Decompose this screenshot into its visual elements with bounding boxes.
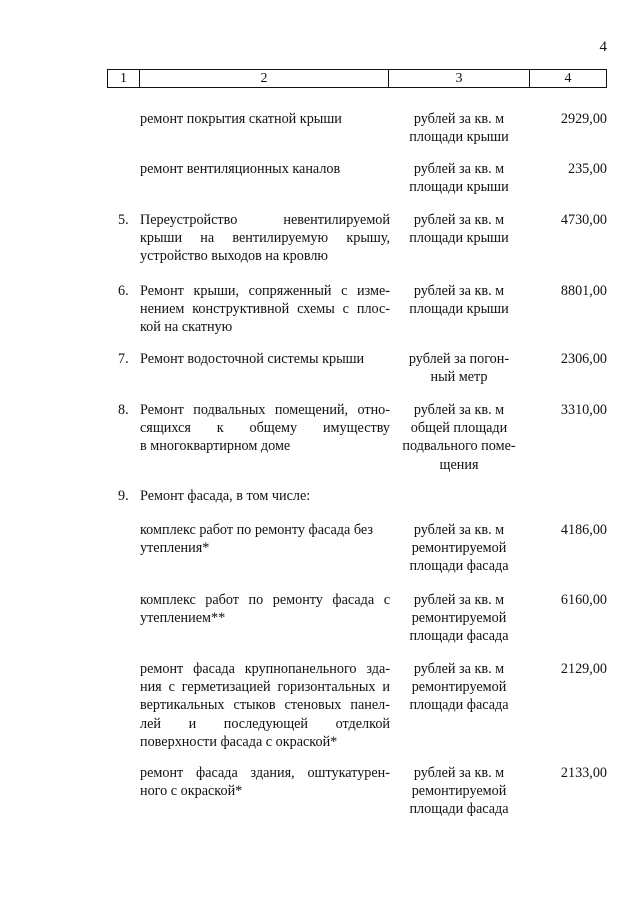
row-unit	[396, 521, 522, 576]
unit-line: площади крыши	[409, 301, 509, 318]
row-description	[140, 591, 390, 627]
row-number: 6.	[118, 283, 129, 299]
unit-line: щения	[439, 456, 479, 473]
row-unit	[396, 401, 522, 474]
row-unit	[396, 591, 522, 646]
description-line: Ремонт водосточной системы крыши	[140, 351, 365, 367]
unit-line: рублей за кв. м	[413, 765, 505, 781]
row-value: 235,00	[567, 161, 607, 177]
row-description	[140, 487, 390, 505]
row-description	[140, 110, 390, 128]
column-header-row	[107, 69, 607, 88]
column-header-4: 4	[564, 71, 572, 86]
description-line: Ремонт фасада, в том числе:	[140, 488, 311, 504]
row-description	[140, 764, 390, 800]
description-line: устройство выходов на кровлю	[140, 248, 329, 265]
description-line: ного с окраской*	[140, 783, 243, 800]
description-line: комплекс работ по ремонту фасада с	[140, 592, 390, 608]
unit-line: рублей за кв. м	[413, 661, 505, 677]
description-line: ния с герметизацией горизонтальных и	[140, 679, 390, 696]
unit-line: рублей за погон-	[408, 351, 510, 367]
row-value: 4186,00	[560, 522, 607, 538]
column-header-1: 1	[108, 70, 140, 87]
description-line: Переустройство невентилируемой	[140, 212, 390, 228]
row-description	[140, 401, 390, 456]
description-line: в многоквартирном доме	[140, 438, 291, 455]
unit-line: подвального поме-	[402, 438, 516, 455]
row-unit	[396, 350, 522, 386]
row-number: 7.	[118, 351, 129, 367]
description-line: поверхности фасада с окраской*	[140, 733, 338, 750]
row-number: 9.	[118, 488, 129, 504]
page-number: 4	[599, 39, 607, 55]
description-line: Ремонт подвальных помещений, отно-	[140, 402, 390, 418]
description-line: ремонт фасада здания, оштукатурен-	[140, 765, 390, 781]
row-value: 8801,00	[560, 283, 607, 299]
unit-line: ремонтируемой	[411, 540, 507, 557]
row-description	[140, 211, 390, 266]
row-number: 8.	[118, 402, 129, 418]
unit-line: общей площади	[410, 420, 508, 437]
row-description	[140, 160, 390, 178]
unit-line: площади фасада	[409, 697, 509, 714]
column-header-3: 3	[389, 70, 530, 87]
description-line: крыши на вентилируемую крышу,	[140, 230, 390, 247]
unit-line: рублей за кв. м	[413, 402, 505, 418]
description-line: ремонт фасада крупнопанельного зда-	[140, 661, 390, 677]
unit-line: рублей за кв. м	[413, 212, 505, 228]
row-unit	[396, 211, 522, 247]
description-line: комплекс работ по ремонту фасада без	[140, 522, 373, 538]
column-header-2: 2	[140, 70, 389, 87]
row-value: 6160,00	[560, 592, 607, 608]
row-value: 2306,00	[560, 351, 607, 367]
row-description	[140, 521, 390, 557]
row-number: 5.	[118, 212, 129, 228]
description-line: сящихся к общему имуществу	[140, 420, 390, 437]
description-line: ремонт вентиляционных каналов	[140, 161, 341, 177]
row-value: 2929,00	[560, 111, 607, 127]
unit-line: ремонтируемой	[411, 783, 507, 800]
unit-line: площади крыши	[409, 230, 509, 247]
description-line: вертикальных стыков стеновых панел-	[140, 697, 390, 714]
unit-line: рублей за кв. м	[413, 111, 505, 127]
unit-line: площади крыши	[409, 179, 509, 196]
unit-line: площади фасада	[409, 801, 509, 818]
row-value: 3310,00	[560, 402, 607, 418]
unit-line: ремонтируемой	[411, 610, 507, 627]
unit-line: площади крыши	[409, 129, 509, 146]
description-line: утепления*	[140, 540, 210, 557]
description-line: Ремонт крыши, сопряженный с изме-	[140, 283, 390, 299]
unit-line: площади фасада	[409, 628, 509, 645]
row-unit	[396, 160, 522, 196]
description-line: ремонт покрытия скатной крыши	[140, 111, 342, 127]
row-description	[140, 350, 390, 368]
description-line: кой на скатную	[140, 319, 233, 336]
description-line: утеплением**	[140, 610, 226, 627]
description-line: лей и последующей отделкой	[140, 715, 390, 732]
unit-line: рублей за кв. м	[413, 283, 505, 299]
unit-line: ный метр	[430, 369, 488, 386]
row-unit	[396, 660, 522, 715]
row-description	[140, 660, 390, 751]
description-line: нением конструктивной схемы с плос-	[140, 301, 390, 318]
row-value: 2133,00	[560, 765, 607, 781]
row-unit	[396, 764, 522, 819]
row-unit	[396, 282, 522, 318]
row-value: 2129,00	[560, 661, 607, 677]
row-description	[140, 282, 390, 337]
unit-line: рублей за кв. м	[413, 592, 505, 608]
unit-line: рублей за кв. м	[413, 522, 505, 538]
row-value: 4730,00	[560, 212, 607, 228]
row-unit	[396, 110, 522, 146]
unit-line: площади фасада	[409, 558, 509, 575]
unit-line: ремонтируемой	[411, 679, 507, 696]
unit-line: рублей за кв. м	[413, 161, 505, 177]
